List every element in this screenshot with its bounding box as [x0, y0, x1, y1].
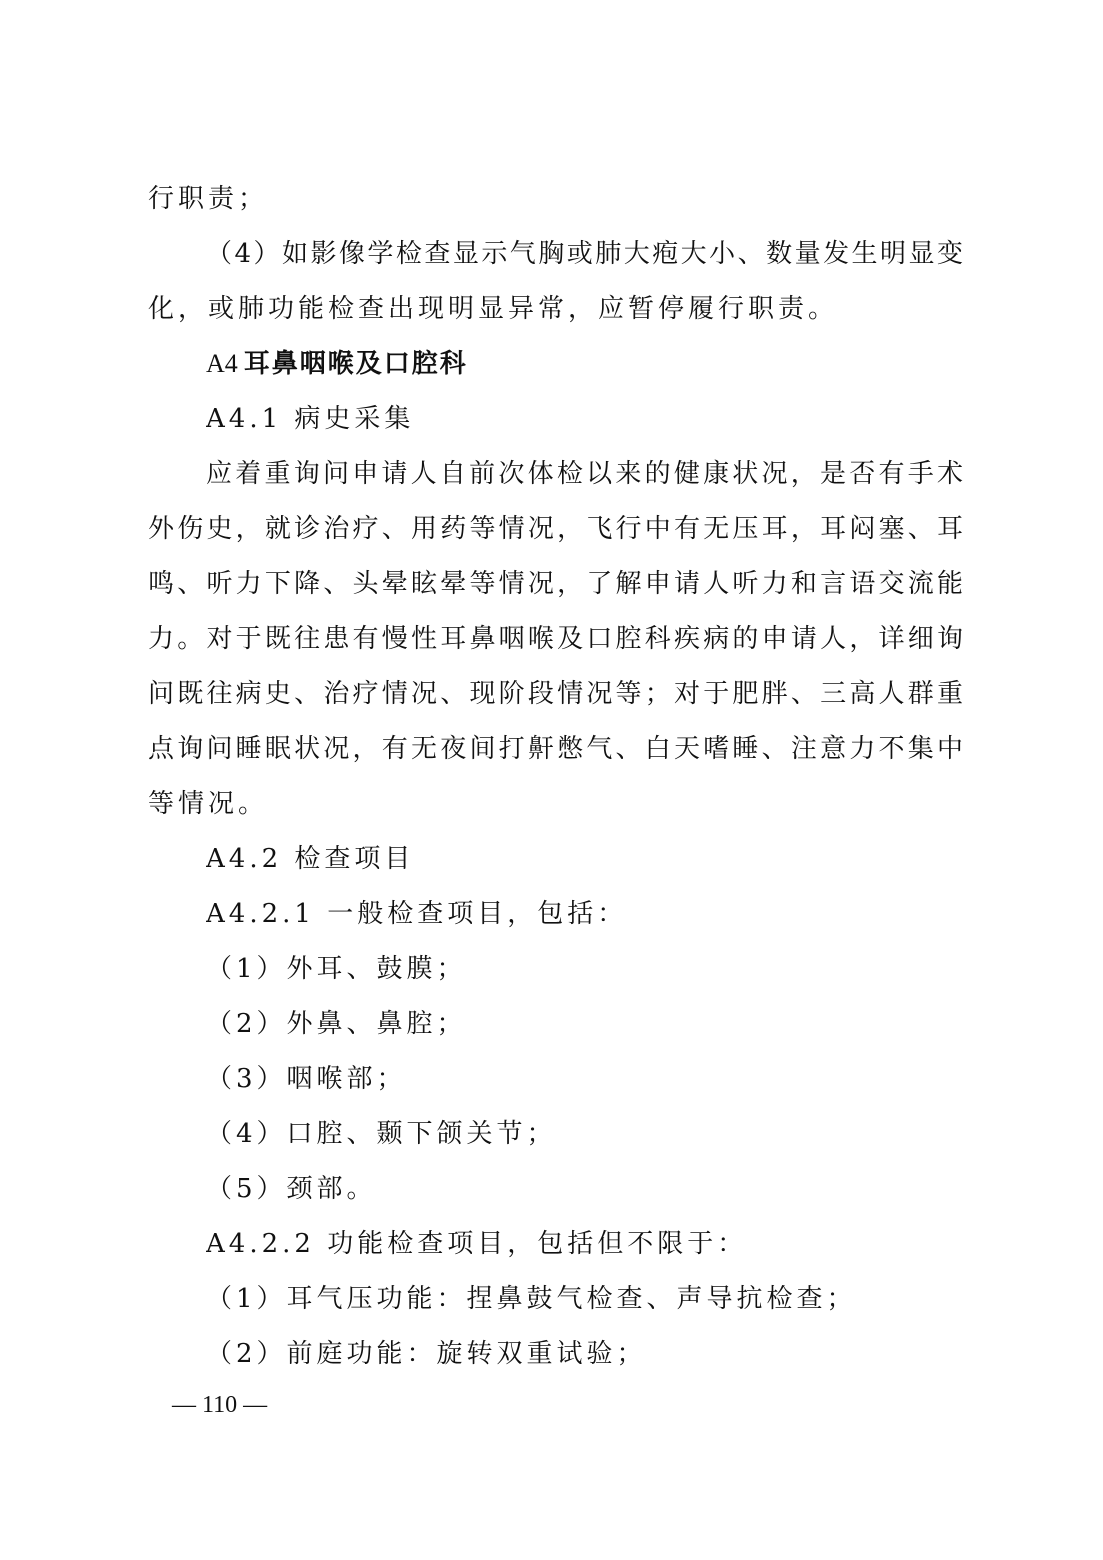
section-code: A4: [206, 349, 238, 378]
list-item: （2）外鼻、鼻腔；: [206, 1009, 467, 1039]
subsection-heading-a421: A4.2.1 一般检查项目，包括：: [206, 899, 628, 929]
paragraph-line: 行职责；: [148, 184, 269, 214]
paragraph-line: 等情况。: [148, 789, 269, 819]
list-item: （5）颈部。: [206, 1174, 377, 1204]
list-item: （4）口腔、颞下颌关节；: [206, 1119, 557, 1149]
paragraph-line: 应着重询问申请人自前次体检以来的健康状况，是否有手术: [206, 459, 963, 489]
page-number: — 110 —: [172, 1392, 268, 1418]
subsection-heading-a41: A4.1 病史采集: [206, 404, 415, 434]
paragraph-line: 外伤史，就诊治疗、用药等情况，飞行中有无压耳，耳闷塞、耳: [148, 514, 963, 544]
list-item: （1）外耳、鼓膜；: [206, 954, 467, 984]
paragraph-line: （4）如影像学检查显示气胸或肺大疱大小、数量发生明显变: [206, 239, 963, 269]
paragraph-line: 鸣、听力下降、头晕眩晕等情况，了解申请人听力和言语交流能: [148, 569, 963, 599]
paragraph-line: 问既往病史、治疗情况、现阶段情况等；对于肥胖、三高人群重: [148, 679, 963, 709]
list-item: （3）咽喉部；: [206, 1064, 407, 1094]
section-title: 耳鼻咽喉及口腔科: [243, 349, 468, 379]
list-item: （2）前庭功能：旋转双重试验；: [206, 1339, 647, 1369]
subsection-heading-a422: A4.2.2 功能检查项目，包括但不限于：: [206, 1229, 748, 1259]
paragraph-line: 点询问睡眠状况，有无夜间打鼾憋气、白天嗜睡、注意力不集中: [148, 734, 963, 764]
list-item: （1）耳气压功能：捏鼻鼓气检查、声导抗检查；: [206, 1284, 857, 1314]
section-heading-a4: [206, 347, 963, 381]
paragraph-line: 化，或肺功能检查出现明显异常，应暂停履行职责。: [148, 294, 839, 324]
subsection-heading-a42: A4.2 检查项目: [206, 844, 415, 874]
paragraph-line: 力。对于既往患有慢性耳鼻咽喉及口腔科疾病的申请人，详细询: [148, 624, 963, 654]
